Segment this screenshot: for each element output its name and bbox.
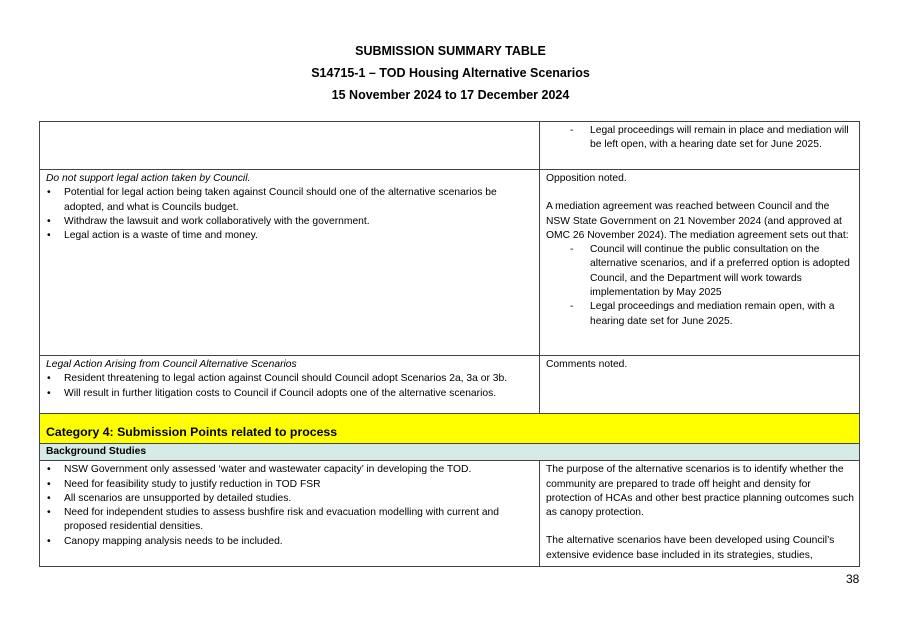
response-dash-list <box>546 243 854 329</box>
response-cell <box>540 356 860 414</box>
submission-cell <box>40 461 540 567</box>
response-text: Opposition noted. <box>546 173 627 184</box>
submission-cell <box>40 122 540 170</box>
document-date-range: 15 November 2024 to 17 December 2024 <box>331 88 570 102</box>
document-title: SUBMISSION SUMMARY TABLE <box>355 44 546 58</box>
subheading: Background Studies <box>40 444 860 461</box>
document-reference: S14715-1 – TOD Housing Alternative Scenarios <box>311 66 590 80</box>
table-row <box>40 122 860 170</box>
list-item: • Legal action is a waste of time and money. <box>46 229 534 243</box>
list-item: • Will result in further litigation costs to Council if Council adopts one of the alternative scenarios. <box>46 387 534 401</box>
list-item: • Resident threatening to legal action against Council should Council adopt Scenarios 2a, 3a or 3b. <box>46 372 534 386</box>
response-cell <box>540 461 860 567</box>
submission-heading: Do not support legal action taken by Council. <box>46 173 251 184</box>
list-item: • All scenarios are unsupported by detailed studies. <box>46 492 534 506</box>
table-row <box>40 461 860 567</box>
list-item: - Council will continue the public consultation on the alternative scenarios, and if a preferred option is adopted Council, and the Department will work towards implementation by May 2025 <box>569 243 854 300</box>
category-row <box>40 414 860 444</box>
submission-heading: Legal Action Arising from Council Alternative Scenarios <box>46 359 297 370</box>
subheading-row <box>40 444 860 461</box>
submission-cell <box>40 356 540 414</box>
list-item: - Legal proceedings and mediation remain open, with a hearing date set for June 2025. <box>569 300 854 329</box>
list-item: • Potential for legal action being taken against Council should one of the alternative scenarios be adopted, and what is Councils budget. <box>46 186 534 215</box>
submission-summary-table <box>39 121 860 567</box>
table-row <box>40 170 860 356</box>
response-cell <box>540 170 860 356</box>
submission-bullet-list <box>46 463 534 549</box>
list-item: • NSW Government only assessed ‘water and wastewater capacity’ in developing the TOD. <box>46 463 534 477</box>
submission-bullet-list <box>46 186 534 243</box>
response-text: The alternative scenarios have been developed using Council’s extensive evidence base included in its strategies, studies, <box>546 535 835 561</box>
response-dash-list <box>546 124 854 153</box>
response-text: The purpose of the alternative scenarios is to identify whether the community are prepared to trade off height and density for protection of HCAs and other best practice planning outcomes such as canopy protection. <box>546 464 854 519</box>
response-text: A mediation agreement was reached between Council and the NSW State Government on 21 November 2024 (and approved at OMC 26 November 2024). The mediation agreement sets out that: <box>546 201 849 241</box>
submission-bullet-list <box>46 372 534 401</box>
submission-cell <box>40 170 540 356</box>
category-heading: Category 4: Submission Points related to process <box>40 414 860 444</box>
page-number: 38 <box>846 572 860 586</box>
list-item: • Canopy mapping analysis needs to be included. <box>46 535 534 549</box>
response-text: Comments noted. <box>546 359 628 370</box>
list-item: - Legal proceedings will remain in place and mediation will be left open, with a hearing date set for June 2025. <box>569 124 854 153</box>
table-row <box>40 356 860 414</box>
list-item: • Need for feasibility study to justify reduction in TOD FSR <box>46 478 534 492</box>
list-item: • Need for independent studies to assess bushfire risk and evacuation modelling with current and proposed residential densities. <box>46 506 534 535</box>
list-item: • Withdraw the lawsuit and work collaboratively with the government. <box>46 215 534 229</box>
response-cell <box>540 122 860 170</box>
